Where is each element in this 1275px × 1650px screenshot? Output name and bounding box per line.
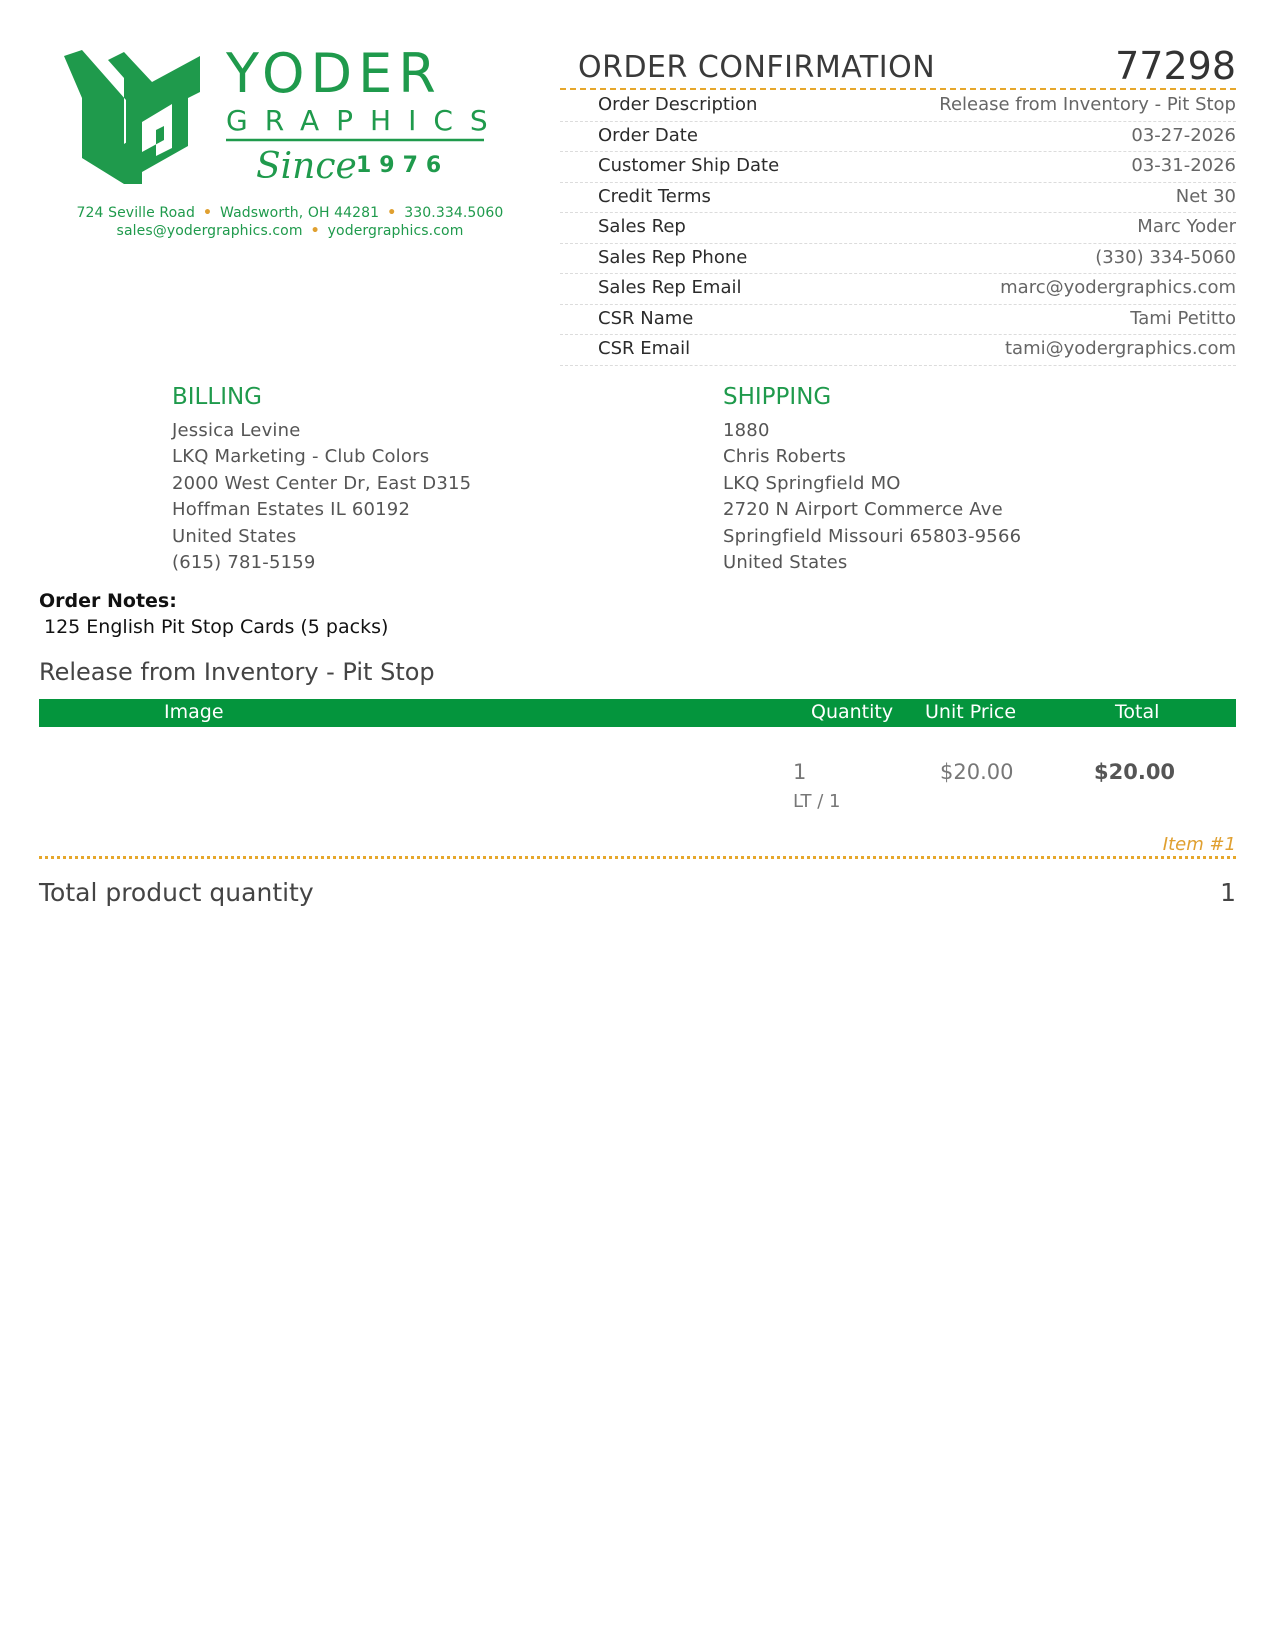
shipping-line: 2720 N Airport Commerce Ave xyxy=(723,499,1003,521)
yg-monogram-icon xyxy=(64,50,200,184)
shipping-block xyxy=(723,384,1021,576)
info-row-sales-rep-phone: Sales Rep Phone (330) 334-5060 xyxy=(560,244,1236,275)
info-row-csr-email: CSR Email tami@yodergraphics.com xyxy=(560,335,1236,366)
billing-line: 2000 West Center Dr, East D315 xyxy=(172,472,472,494)
item-unit-price: $20.00 xyxy=(940,760,1014,784)
info-row-order-description: Order Description Release from Inventory - Pit Stop xyxy=(560,91,1236,122)
item-total: $20.00 xyxy=(1094,760,1176,784)
shipping-line: Springfield Missouri 65803-9566 xyxy=(723,525,1022,547)
info-row-ship-date: Customer Ship Date 03-31-2026 xyxy=(560,152,1236,183)
section-title: Release from Inventory - Pit Stop xyxy=(39,658,435,686)
shipping-line: LKQ Springfield MO xyxy=(723,472,901,494)
info-row-credit-terms: Credit Terms Net 30 xyxy=(560,183,1236,214)
items-table-header xyxy=(39,699,1236,727)
company-email-link[interactable]: sales@yodergraphics.com xyxy=(116,223,303,239)
order-info-list xyxy=(560,91,1236,366)
order-title: ORDER CONFIRMATION xyxy=(578,50,936,85)
title-divider xyxy=(560,88,1236,90)
shipping-heading: SHIPPING xyxy=(723,384,832,410)
order-notes-label: Order Notes: xyxy=(39,590,177,612)
info-row-order-date: Order Date 03-27-2026 xyxy=(560,122,1236,153)
billing-line: Hoffman Estates IL 60192 xyxy=(172,499,411,521)
company-website-link[interactable]: yodergraphics.com xyxy=(327,223,464,239)
shipping-line: United States xyxy=(723,551,848,573)
billing-line: LKQ Marketing - Club Colors xyxy=(172,446,430,468)
shipping-line: Chris Roberts xyxy=(723,446,847,468)
billing-line: (615) 781-5159 xyxy=(172,551,316,573)
logo-since-script: Since xyxy=(256,146,357,187)
item-divider xyxy=(39,856,1236,859)
item-quantity: 1 xyxy=(793,760,807,784)
logo-since-year: 1976 xyxy=(356,153,450,178)
billing-line: United States xyxy=(172,525,297,547)
info-row-sales-rep: Sales Rep Marc Yoder xyxy=(560,213,1236,244)
col-header-total: Total xyxy=(1115,701,1160,723)
sales-rep-email-link[interactable]: marc@yodergraphics.com xyxy=(1000,277,1236,298)
billing-heading: BILLING xyxy=(172,384,263,410)
total-quantity-value: 1 xyxy=(1220,878,1236,907)
item-tag: Item #1 xyxy=(1162,834,1236,855)
billing-block xyxy=(172,384,471,576)
order-number: 77298 xyxy=(1115,44,1236,88)
info-row-csr-name: CSR Name Tami Petitto xyxy=(560,305,1236,336)
total-quantity-label: Total product quantity xyxy=(39,878,314,907)
order-notes-text: 125 English Pit Stop Cards (5 packs) xyxy=(44,616,389,638)
info-row-sales-rep-email: Sales Rep Email marc@yodergraphics.com xyxy=(560,274,1236,305)
col-header-image: Image xyxy=(164,701,224,723)
logo-wordmark: YODER xyxy=(226,48,442,105)
item-unit: LT / 1 xyxy=(793,791,841,812)
company-address: 724 Seville Road • Wadsworth, OH 44281 • 330.334.5060 xyxy=(76,205,504,221)
csr-email-link[interactable]: tami@yodergraphics.com xyxy=(1004,338,1236,359)
shipping-line: 1880 xyxy=(723,420,770,441)
col-header-quantity: Quantity xyxy=(811,701,894,723)
logo-sub: GRAPHICS xyxy=(226,104,505,137)
company-contact: sales@yodergraphics.com • yodergraphics.com xyxy=(116,223,464,239)
col-header-unit-price: Unit Price xyxy=(925,701,1017,723)
billing-line: Jessica Levine xyxy=(172,420,301,441)
